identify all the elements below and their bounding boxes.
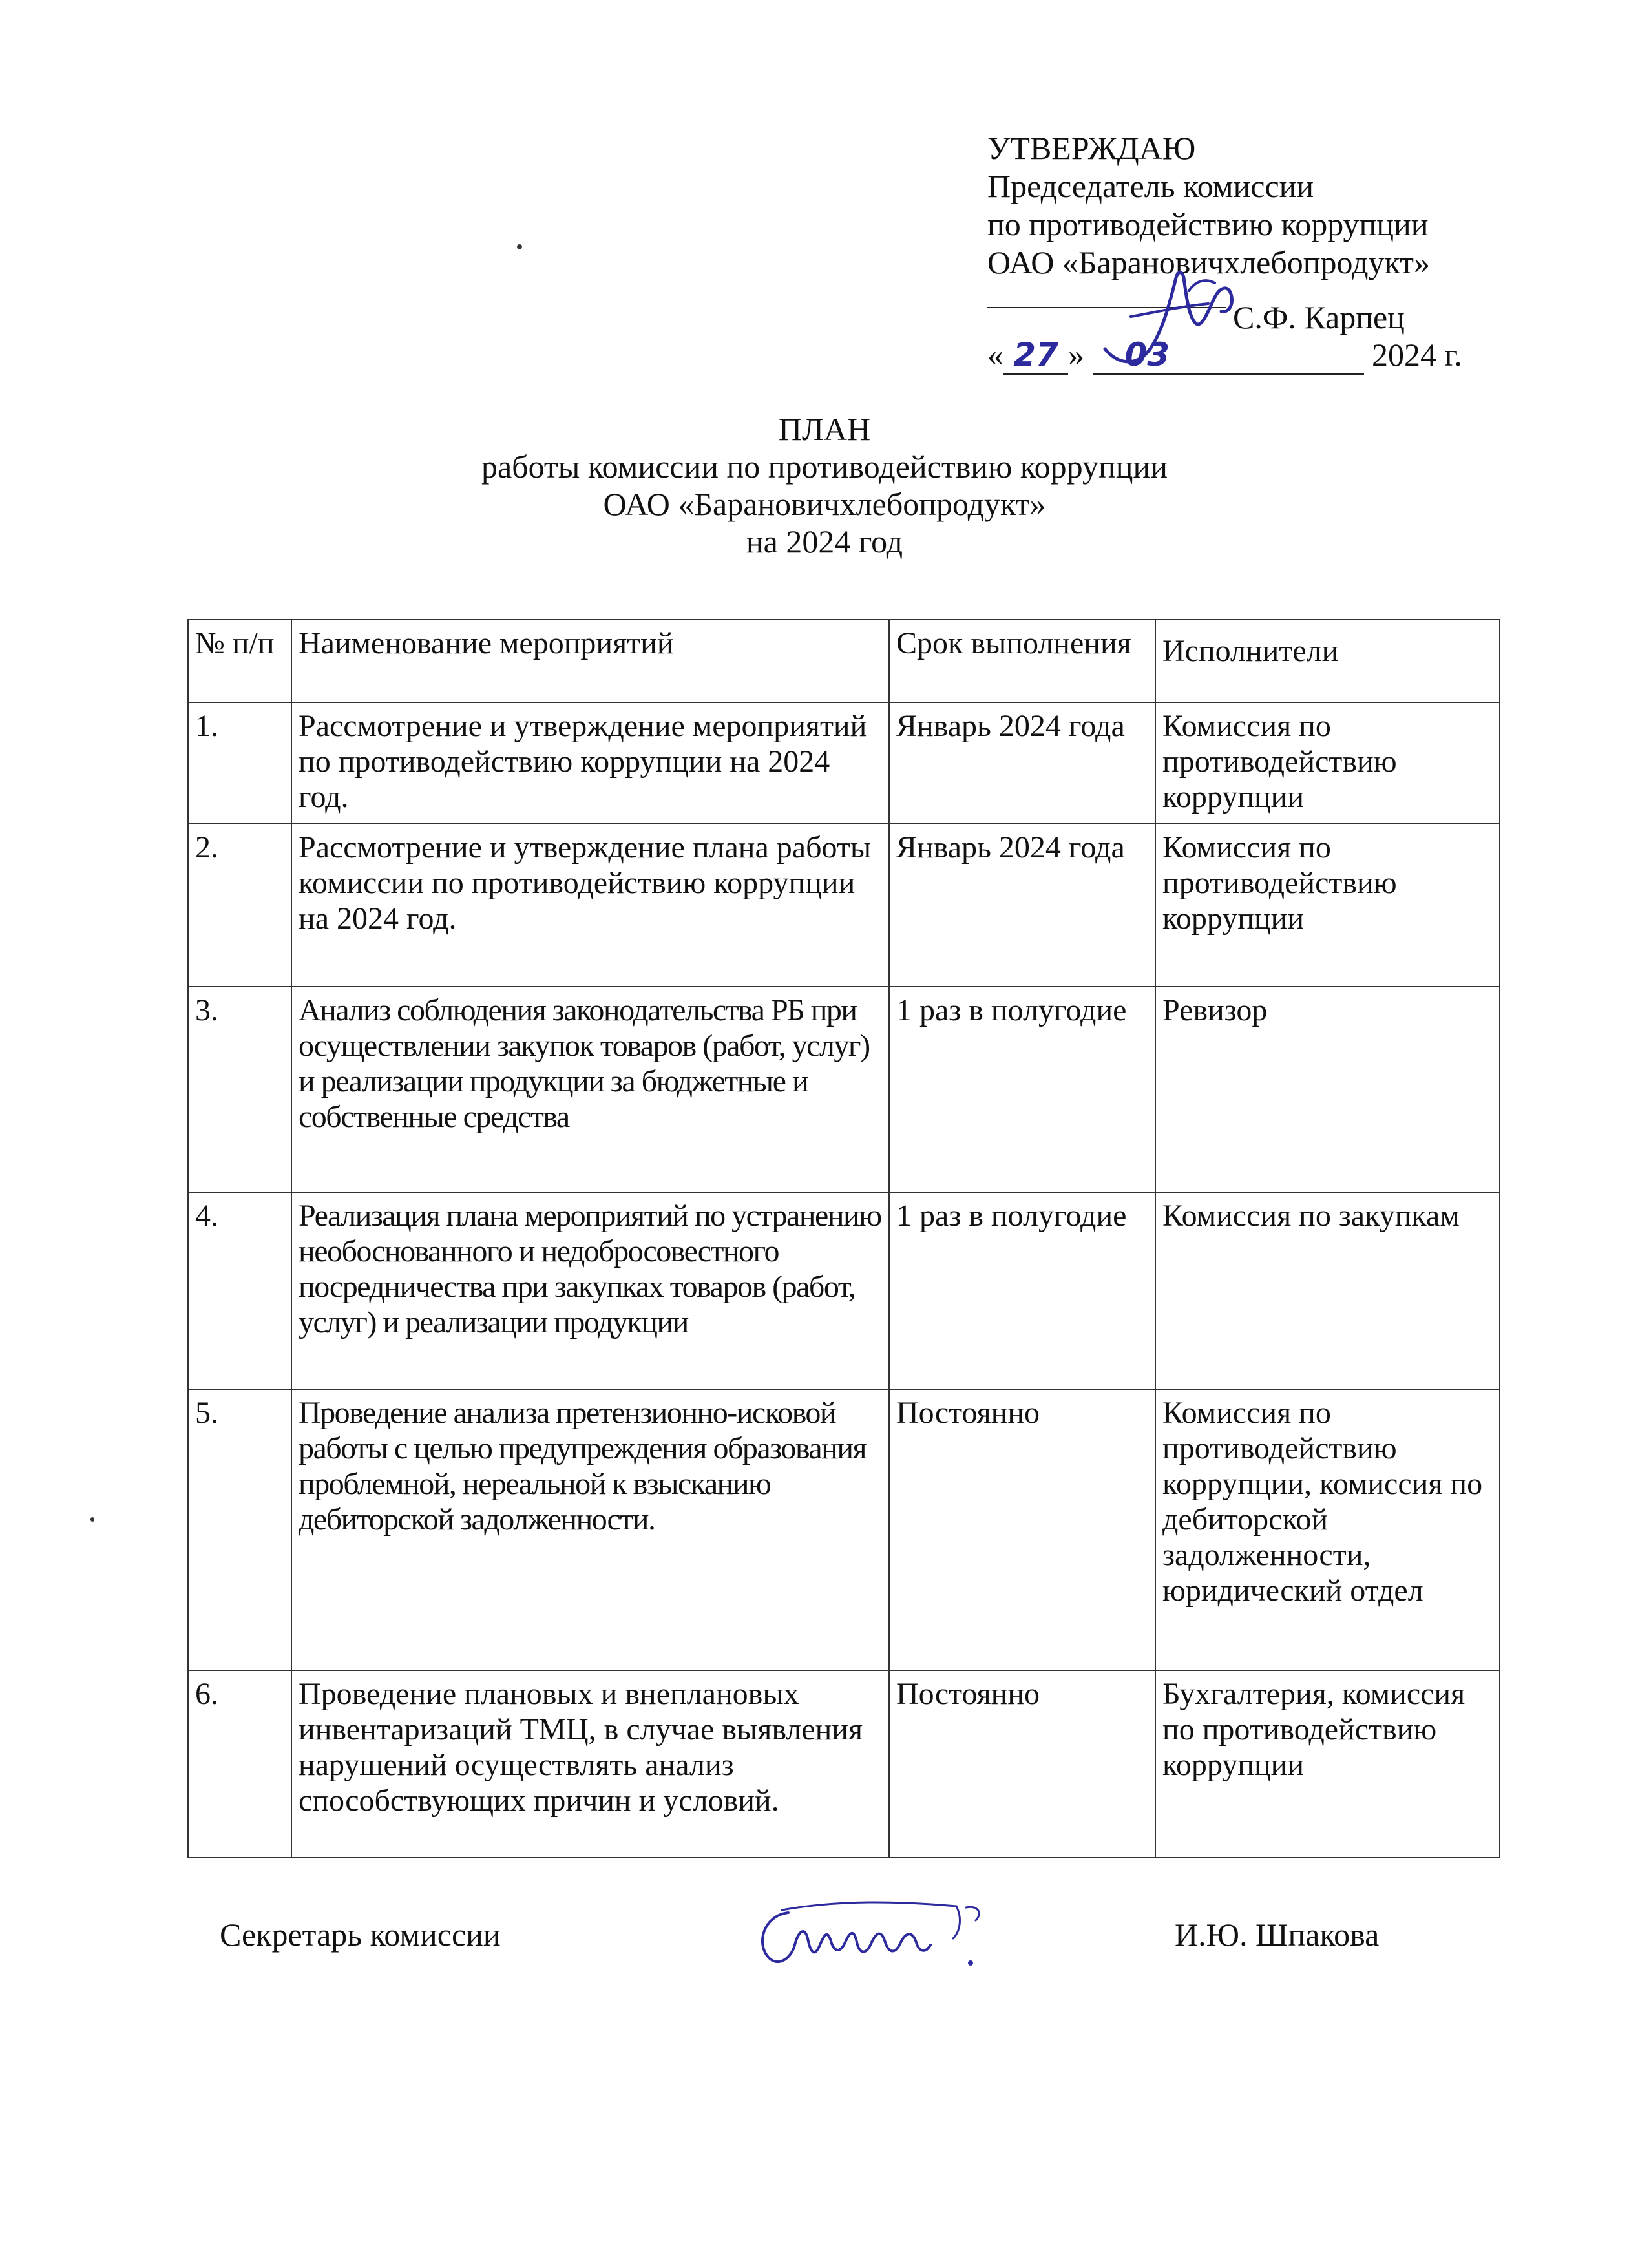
date-day: 27 xyxy=(1013,336,1058,373)
date-open-quote: « xyxy=(987,337,1003,373)
scan-speck xyxy=(517,244,522,249)
table-row xyxy=(188,824,1500,987)
document-title xyxy=(0,410,1649,560)
row-executors: Комиссия по противодействию коррупции xyxy=(1155,702,1500,824)
title-organization: ОАО «Барановичхлебопродукт» xyxy=(603,486,1046,522)
row-executors: Ревизор xyxy=(1155,987,1500,1192)
date-year: 2024 г. xyxy=(1372,337,1462,373)
row-term: 1 раз в полугодие xyxy=(889,987,1155,1192)
approval-signer-name: С.Ф. Карпец xyxy=(1233,299,1405,335)
header-executors: Исполнители xyxy=(1155,620,1500,702)
row-num: 1. xyxy=(188,702,291,824)
table-row xyxy=(188,987,1500,1192)
approval-organization: ОАО «Барановичхлебопродукт» xyxy=(987,244,1431,280)
secretary-label: Секретарь комиссии xyxy=(220,1916,501,1953)
row-term: Постоянно xyxy=(889,1670,1155,1858)
secretary-name: И.Ю. Шпакова xyxy=(1175,1916,1380,1953)
approval-commission: по противодействию коррупции xyxy=(987,206,1429,242)
header-name: Наименование мероприятий xyxy=(291,620,889,702)
row-name: Рассмотрение и утверждение плана работы комиссии по противодействию коррупции на 2024 год. xyxy=(291,824,889,987)
row-num: 5. xyxy=(188,1389,291,1670)
row-num: 4. xyxy=(188,1192,291,1389)
date-close-quote: » xyxy=(1068,337,1084,373)
plan-table xyxy=(187,619,1500,1858)
date-month: 03 xyxy=(1124,336,1170,373)
row-name: Рассмотрение и утверждение мероприятий по противодействию коррупции на 2024 год. xyxy=(291,702,889,824)
row-num: 3. xyxy=(188,987,291,1192)
row-executors: Комиссия по противодействию коррупции, комиссия по дебиторской задолженности, юридический отдел xyxy=(1155,1389,1500,1670)
row-num: 6. xyxy=(188,1670,291,1858)
row-term: Январь 2024 года xyxy=(889,824,1155,987)
row-executors: Комиссия по закупкам xyxy=(1155,1192,1500,1389)
row-term: Постоянно xyxy=(889,1389,1155,1670)
table-row xyxy=(188,1670,1500,1858)
secretary-signature-icon xyxy=(743,1887,1021,1984)
title-year: на 2024 год xyxy=(746,523,903,560)
row-name: Проведение анализа претензионно-исковой работы с целью предупреждения образования проблемной, нереальной к взысканию дебиторской задолженности. xyxy=(291,1389,889,1670)
title-plan: ПЛАН xyxy=(778,411,871,447)
table-row xyxy=(188,702,1500,824)
table-row xyxy=(188,1192,1500,1389)
chairman-signature-icon xyxy=(1092,252,1260,375)
table-header-row xyxy=(188,620,1500,702)
approval-position: Председатель комиссии xyxy=(987,168,1314,204)
row-executors: Комиссия по противодействию коррупции xyxy=(1155,824,1500,987)
row-executors: Бухгалтерия, комиссия по противодействию коррупции xyxy=(1155,1670,1500,1858)
row-term: 1 раз в полугодие xyxy=(889,1192,1155,1389)
table-row xyxy=(188,1389,1500,1670)
title-subject: работы комиссии по противодействию коррупции xyxy=(481,448,1168,485)
header-term: Срок выполнения xyxy=(889,620,1155,702)
row-name: Анализ соблюдения законодательства РБ при осуществлении закупок товаров (работ, услуг) и реализации продукции за бюджетные и собственные средства xyxy=(291,987,889,1192)
scan-speck xyxy=(90,1517,94,1522)
row-name: Проведение плановых и внеплановых инвентаризаций ТМЦ, в случае выявления нарушений осуществлять анализ способствующих причин и условий. xyxy=(291,1670,889,1858)
row-name: Реализация плана мероприятий по устранению необоснованного и недобросовестного посредничества при закупках товаров (работ, услуг) и реализации продукции xyxy=(291,1192,889,1389)
row-term: Январь 2024 года xyxy=(889,702,1155,824)
row-num: 2. xyxy=(188,824,291,987)
header-num: № п/п xyxy=(188,620,291,702)
approval-heading: УТВЕРЖДАЮ xyxy=(987,130,1196,166)
